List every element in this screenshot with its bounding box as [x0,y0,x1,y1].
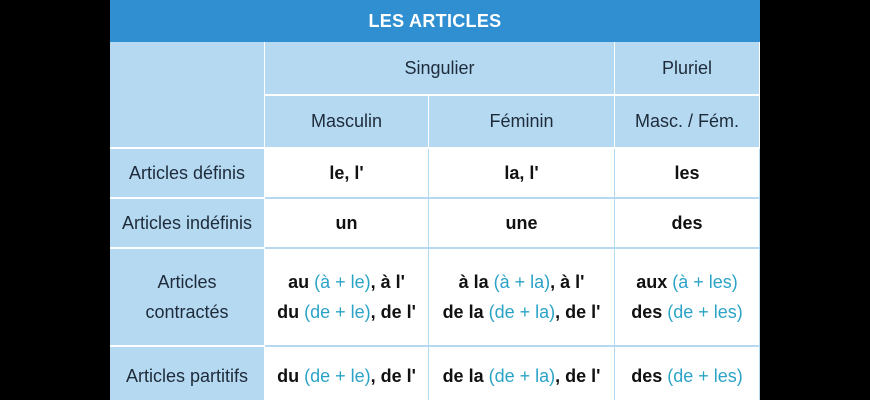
decomposition-text: (de + les) [667,365,743,386]
cell-partitifs-plur [615,347,760,400]
cell-contractes-plur [615,249,760,347]
cell-partitifs-masc [265,347,429,400]
cell-definis-plur: les [615,149,760,199]
header-masc-fem: Masc. / Fém. [615,96,760,149]
text-line [443,364,601,388]
decomposition-text: (à + les) [672,271,738,292]
text-line [636,270,738,294]
text-line [277,300,416,324]
cell-indefinis-masc: un [265,199,429,249]
cell-definis-fem: la, l' [429,149,615,199]
row-label-contractes [110,249,265,347]
row-label-definis: Articles définis [110,149,265,199]
article-text: du [277,365,305,386]
cell-contractes-fem [429,249,615,347]
decomposition-text: (de + le) [304,365,371,386]
header-masculin: Masculin [265,96,429,149]
row-label-partitifs: Articles partitifs [110,347,265,400]
text-line [443,300,601,324]
header-pluriel: Pluriel [615,42,760,96]
article-text: de la [442,302,489,322]
articles-table [110,0,760,400]
text-line [459,270,585,294]
decomposition-text: (de + les) [667,302,743,322]
row-label-contractes-line1: Articles [157,271,217,292]
article-text: , de l' [555,365,601,386]
article-text: à la [458,271,494,292]
article-text: de la [442,365,489,386]
decomposition-text: (à + le) [314,271,371,292]
header-singulier: Singulier [265,42,615,96]
cell-contractes-masc [265,249,429,347]
decomposition-text: (de + le) [304,302,371,322]
article-text: du [277,302,305,322]
decomposition-text: (de + la) [488,302,556,322]
text-line [288,270,405,294]
row-label-indefinis: Articles indéfinis [110,199,265,249]
article-text: des [631,302,668,322]
text-line [631,364,743,388]
row-label-contractes-line2: contractés [145,302,229,322]
decomposition-text: (à + la) [493,271,551,292]
header-feminin: Féminin [429,96,615,149]
cell-definis-masc: le, l' [265,149,429,199]
table-title: LES ARTICLES [110,0,760,42]
article-text: , à l' [370,271,405,292]
corner-cell [110,42,265,149]
cell-indefinis-fem: une [429,199,615,249]
text-line [631,300,743,324]
article-text: aux [636,271,673,292]
article-text: , à l' [550,271,585,292]
cell-indefinis-plur: des [615,199,760,249]
article-text: , de l' [370,302,416,322]
text-line [277,364,416,388]
decomposition-text: (de + la) [488,365,556,386]
article-text: , de l' [370,365,416,386]
article-text: , de l' [555,302,601,322]
cell-partitifs-fem [429,347,615,400]
article-text: au [288,271,315,292]
article-text: des [631,365,668,386]
